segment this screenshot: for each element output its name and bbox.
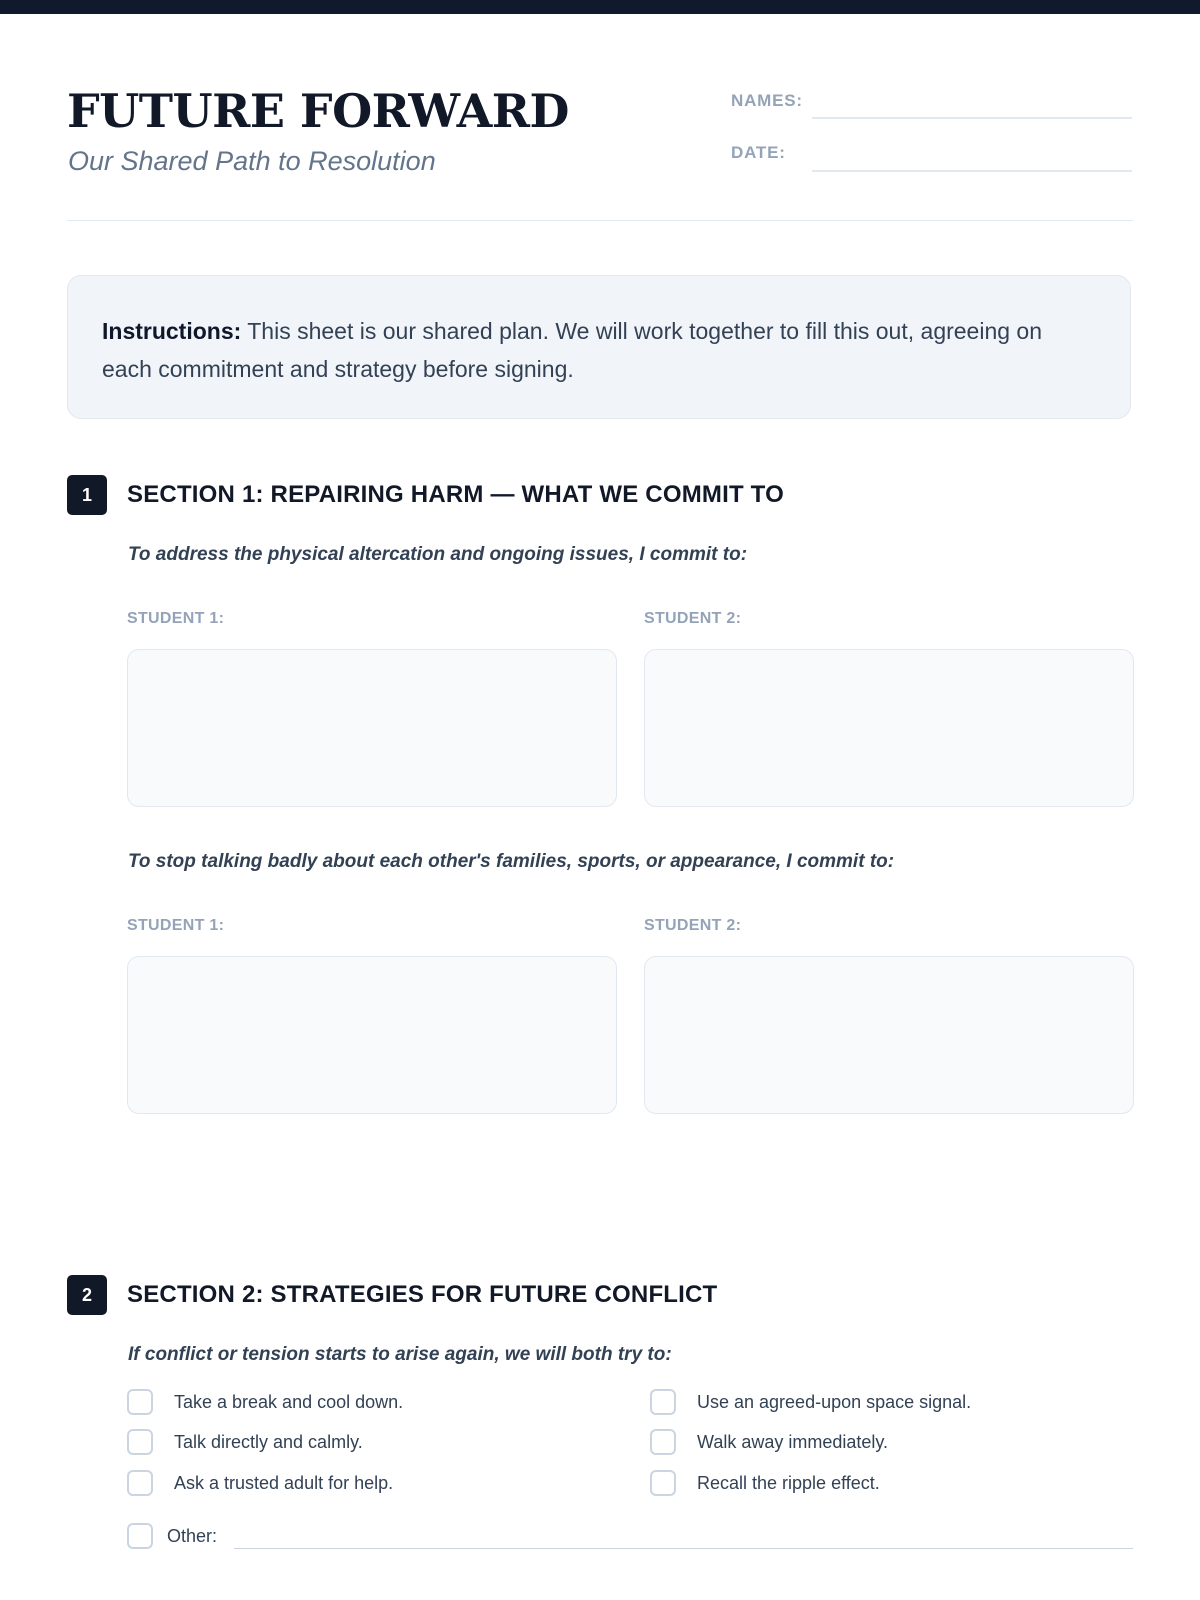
- other-checkbox[interactable]: [127, 1523, 153, 1549]
- strategy-label: Recall the ripple effect.: [697, 1473, 880, 1493]
- names-label: NAMES:: [731, 91, 803, 110]
- page-title: FUTURE FORWARD: [67, 84, 569, 138]
- section-2-badge: 2: [67, 1275, 107, 1315]
- strategy-checkbox[interactable]: [650, 1470, 676, 1496]
- strategy-label: Use an agreed-upon space signal.: [697, 1392, 972, 1412]
- date-field[interactable]: [812, 170, 1132, 172]
- instructions-heading: Instructions:: [102, 318, 242, 344]
- section-1-prompt-1: To address the physical altercation and ongoing issues, I commit to:: [128, 544, 748, 565]
- top-accent-bar: [0, 0, 1200, 14]
- section-1-badge: 1: [67, 475, 107, 515]
- strategy-label: Ask a trusted adult for help.: [174, 1473, 394, 1493]
- section-2-prompt: If conflict or tension starts to arise again, we will both try to:: [128, 1344, 672, 1365]
- date-label: DATE:: [731, 143, 786, 162]
- student-1-commitment-box[interactable]: [127, 649, 617, 807]
- section-1-title: SECTION 1: REPAIRING HARM — WHAT WE COMMIT TO: [127, 481, 784, 508]
- student-1-commitment-box[interactable]: [127, 956, 617, 1114]
- section-2-title: SECTION 2: STRATEGIES FOR FUTURE CONFLICT: [127, 1281, 718, 1308]
- student-2-label: STUDENT 2:: [644, 917, 742, 934]
- header-divider: [67, 220, 1133, 221]
- strategy-checkbox[interactable]: [127, 1429, 153, 1455]
- strategy-checkbox[interactable]: [127, 1389, 153, 1415]
- names-field[interactable]: [812, 117, 1132, 119]
- instructions-text: This sheet is our shared plan. We will work together to fill this out, agreeing on each commitment and strategy before signing.: [102, 318, 1043, 382]
- strategy-checkbox[interactable]: [650, 1429, 676, 1455]
- student-1-label: STUDENT 1:: [127, 917, 225, 934]
- student-2-commitment-box[interactable]: [644, 649, 1134, 807]
- section-1-prompt-2: To stop talking badly about each other's families, sports, or appearance, I commit to:: [128, 851, 895, 872]
- strategy-checkbox[interactable]: [127, 1470, 153, 1496]
- page-subtitle: Our Shared Path to Resolution: [68, 146, 436, 176]
- other-field[interactable]: [234, 1548, 1133, 1549]
- strategy-checkbox[interactable]: [650, 1389, 676, 1415]
- student-2-commitment-box[interactable]: [644, 956, 1134, 1114]
- strategy-label: Talk directly and calmly.: [174, 1432, 363, 1452]
- other-label: Other:: [167, 1526, 218, 1546]
- student-1-label: STUDENT 1:: [127, 610, 225, 627]
- instructions-box: [67, 275, 1131, 419]
- student-2-label: STUDENT 2:: [644, 610, 742, 627]
- strategy-label: Walk away immediately.: [697, 1432, 889, 1452]
- strategy-label: Take a break and cool down.: [174, 1392, 404, 1412]
